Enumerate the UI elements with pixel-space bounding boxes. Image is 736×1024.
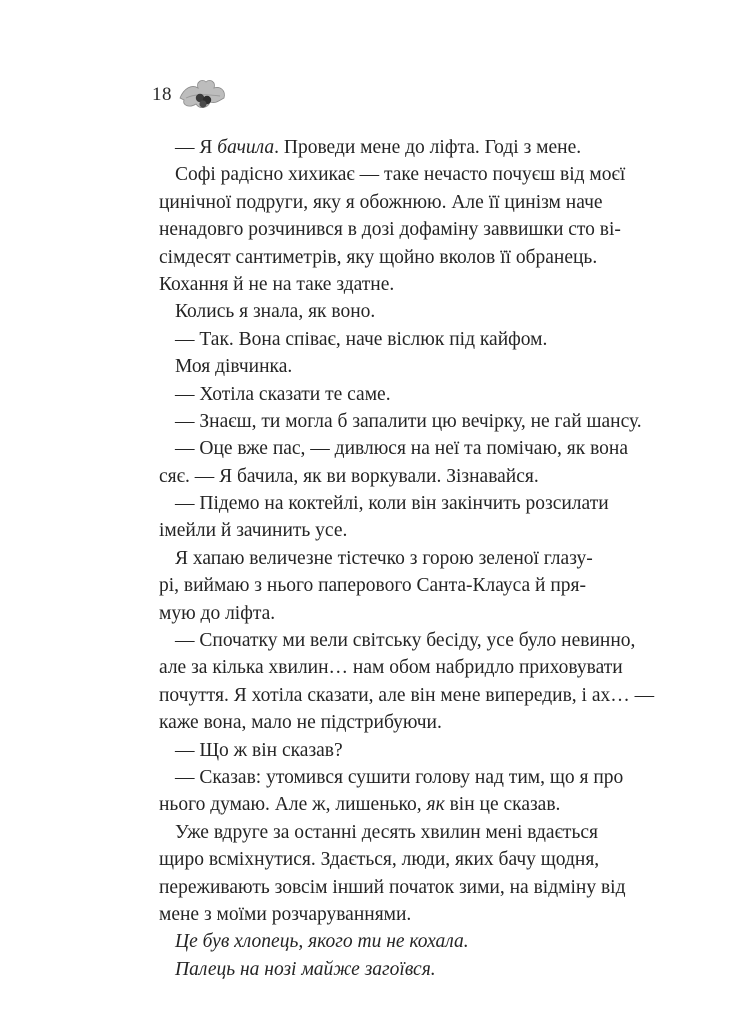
text-line: — Знаєш, ти могла б запалити цю вечірку, не гай шансу. [175, 410, 642, 432]
text-line: Колись я знала, як воно. [175, 301, 376, 323]
text-line: але за кілька хвилин… нам обом набридло приховувати [159, 657, 623, 679]
text-line: мую до ліфта. [159, 602, 276, 624]
text-line: — Сказав: утомився сушити голову над тим, що я про [175, 766, 624, 788]
text-line: Моя дівчинка. [175, 356, 293, 378]
text-line: почуття. Я хотіла сказати, але він мене випередив, і ах… — [159, 684, 655, 706]
text-line: — Підемо на коктейлі, коли він закінчить розсилати [175, 493, 609, 515]
text-line: сімдесят сантиметрів, яку щойно вколов її обранець. [159, 246, 598, 268]
text-line: — Спочатку ми вели світську бесіду, усе було невинно, [175, 630, 636, 652]
text-line: Я хапаю величезне тістечко з горою зеленої глазу- [175, 547, 593, 569]
text-line: переживають зовсім інший початок зими, на відміну від [159, 876, 626, 898]
text-line: щиро всміхнутися. Здається, люди, яких бачу щодня, [159, 849, 600, 871]
text-line: імейли й зачинить усе. [159, 520, 348, 542]
text-line: Софі радісно хихикає — таке нечасто почуєш від моєї [175, 164, 626, 186]
text-line: — Оце вже пас, — дивлюся на неї та помічаю, як вона [175, 438, 629, 460]
text-line: Кохання й не на таке здатне. [159, 273, 395, 295]
text-line: — Хотіла сказати те саме. [175, 383, 391, 405]
text-line: нього думаю. Але ж, лишенько, як він це сказав. [159, 794, 561, 816]
text-line: Це був хлопець, якого ти не кохала. [175, 931, 469, 953]
holly-icon [176, 74, 228, 114]
text-line: каже вона, мало не підстрибуючи. [159, 712, 442, 734]
text-line: — Я бачила. Проведи мене до ліфта. Годі з мене. [175, 137, 582, 158]
text-line: сяє. — Я бачила, як ви воркували. Зізнавайся. [159, 465, 539, 487]
text-line: мене з моїми розчаруваннями. [159, 903, 412, 925]
text-line: ненадовго розчинився в дозі дофаміну заввишки сто ві- [159, 219, 621, 241]
text-line: — Що ж він сказав? [175, 739, 343, 761]
text-line: — Так. Вона співає, наче віслюк під кайфом. [175, 328, 548, 350]
text-line: цинічної подруги, яку я обожнюю. Але її цинізм наче [159, 191, 603, 213]
text-line: Уже вдруге за останні десять хвилин мені вдається [175, 821, 598, 843]
body-text [159, 134, 655, 983]
page-number: 18 [152, 84, 172, 105]
text-line: Палець на нозі майже загоївся. [175, 958, 436, 980]
text-line: рі, виймаю з нього паперового Санта-Клауса й пря- [159, 575, 587, 597]
